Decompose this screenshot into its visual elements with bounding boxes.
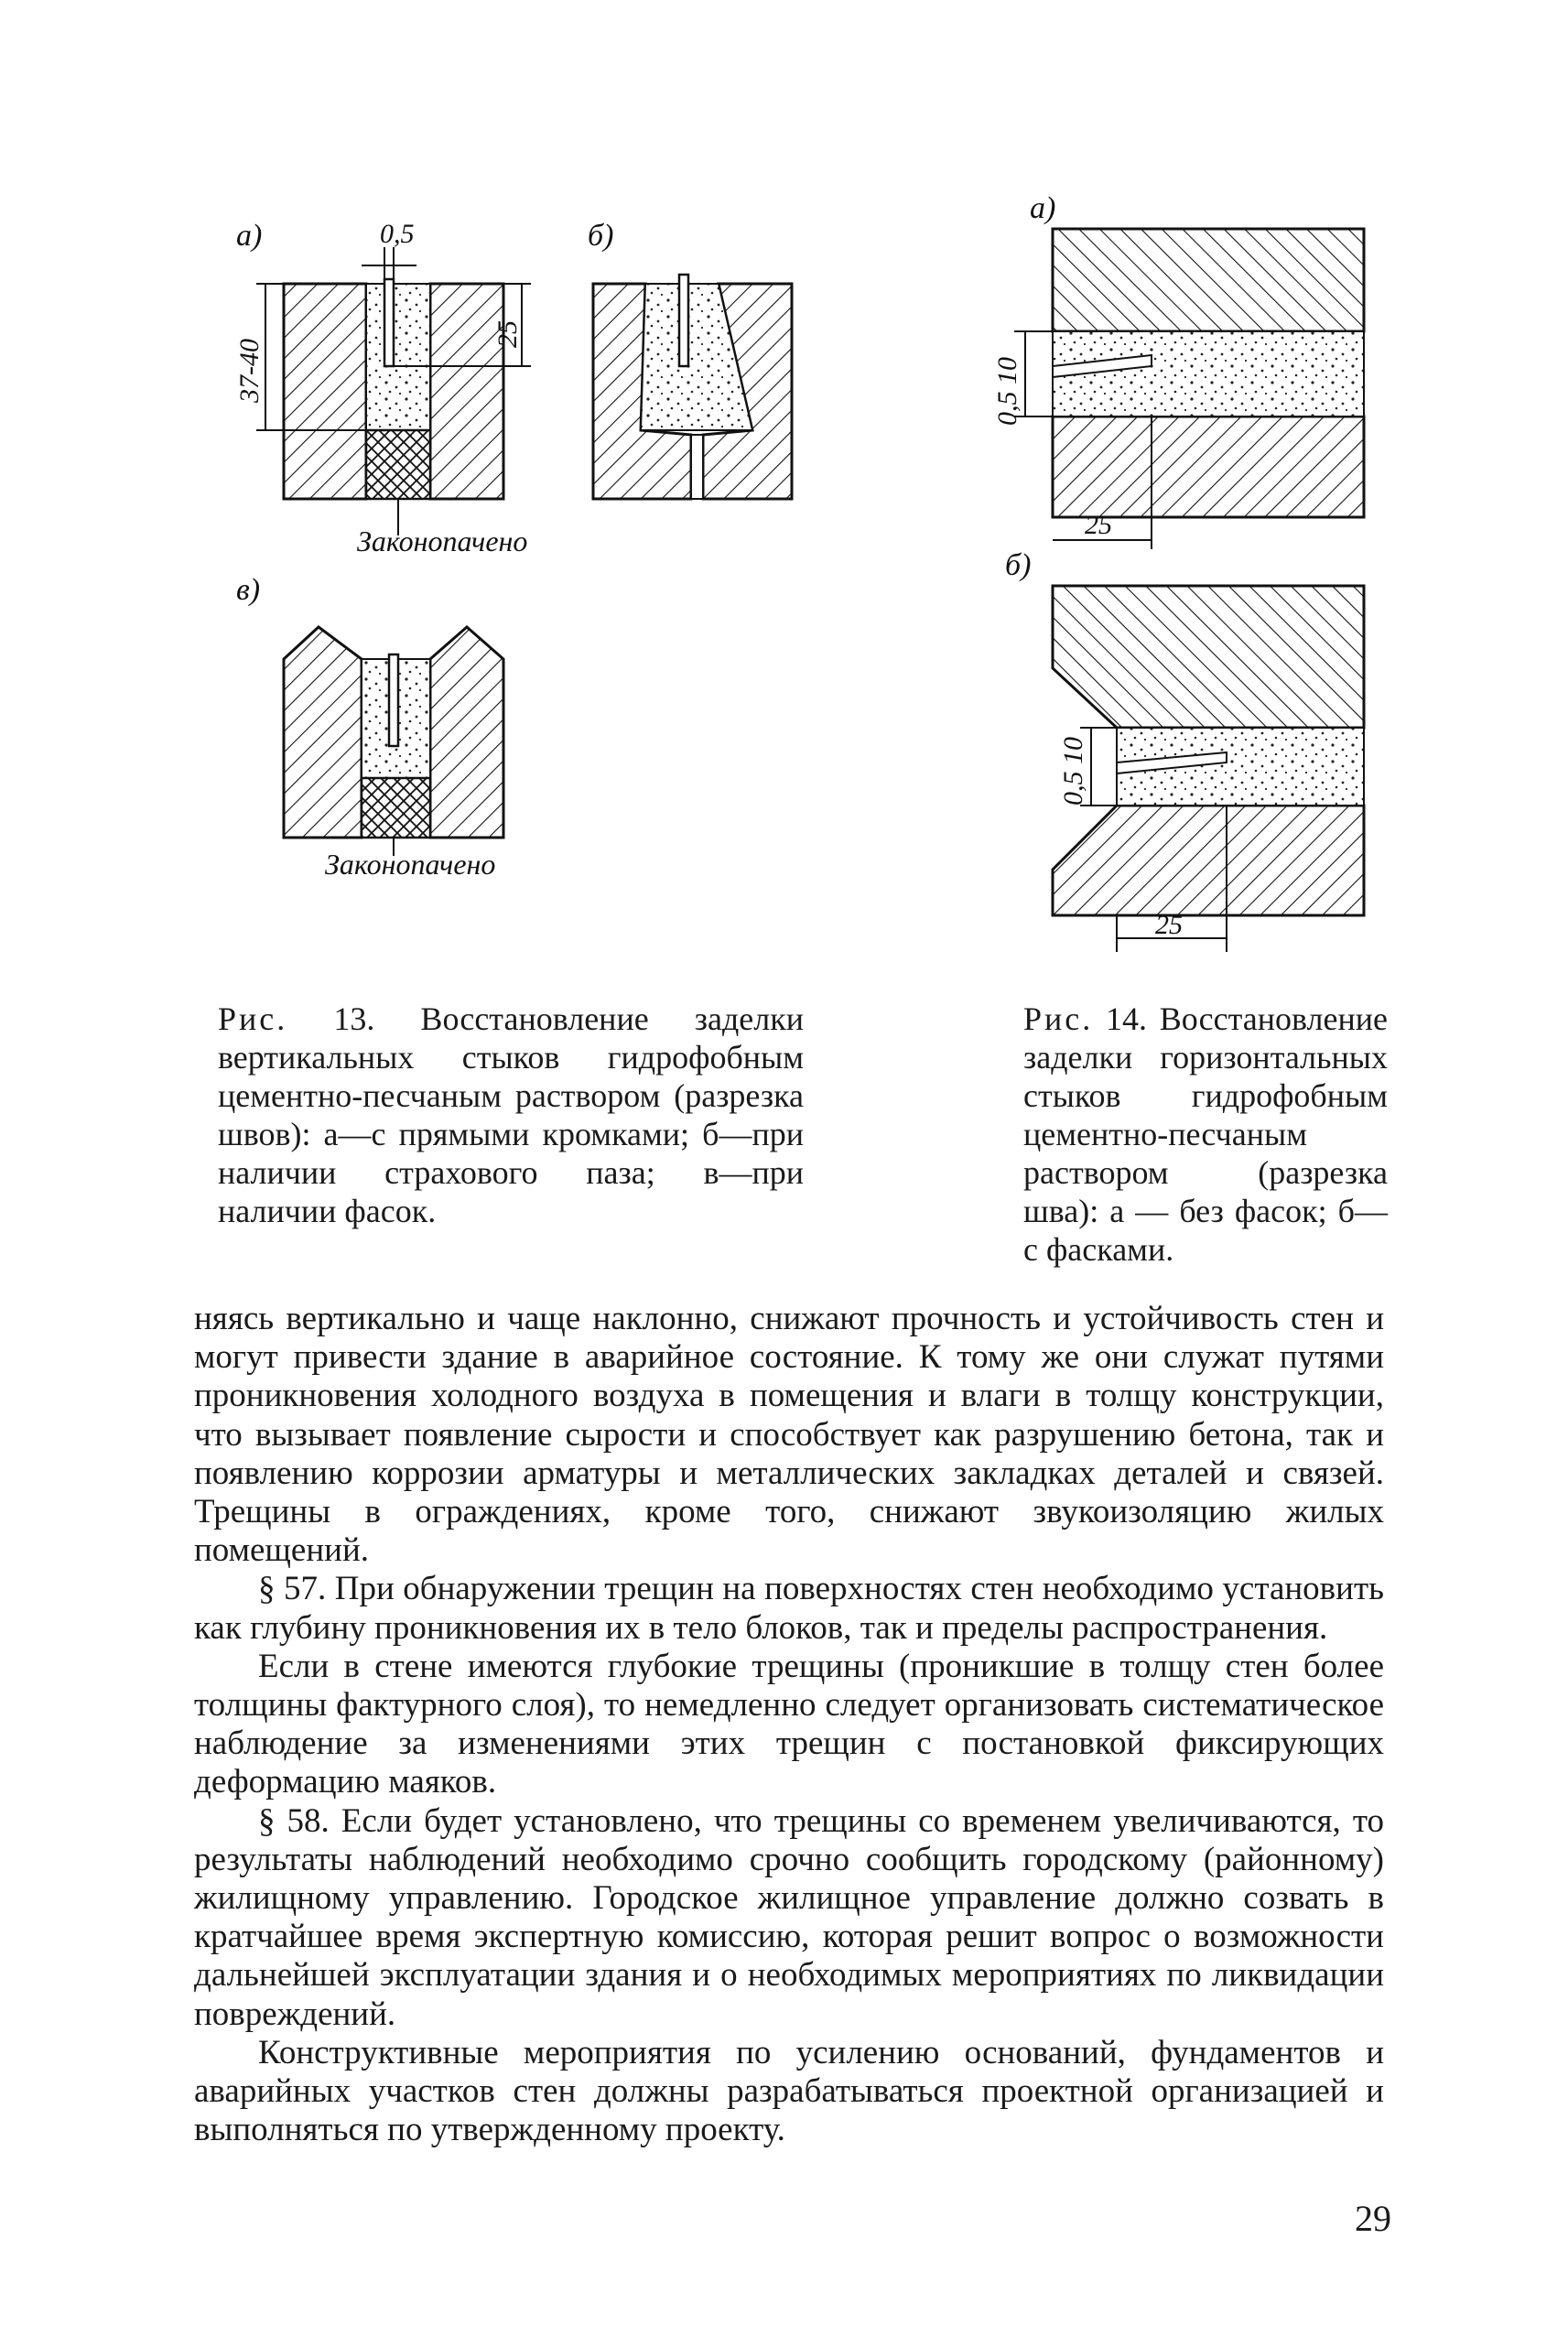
paragraph-3: Если в стене имеются глубокие трещины (проникшие в толщу стен более толщины фактурного слоя), то немедленно следует организовать систематическое наблюдение за изменениями этих трещин с постановкой фиксирующих деформацию маяков. — [194, 1647, 1384, 1801]
fig13-b-drawing — [588, 219, 792, 499]
paragraph-2: § 57. При обнаружении трещин на поверхностях стен необходимо установить как глубину проникновения их в тело блоков, так и пределы распространения. — [194, 1570, 1384, 1647]
fig14-b-dim-vertical: 0,5 10 — [1058, 737, 1088, 806]
fig14-a-dim-width: 25 — [1085, 510, 1112, 540]
fig13-v-drawing — [236, 573, 503, 881]
fig14-a-drawing — [992, 191, 1364, 549]
fig14-label-b: б) — [1005, 548, 1032, 582]
caption-13-text: 13. Восстановление заделки вертикальных стыков гидрофобным цементно-песчаным раствором (разрезка швов): а—с прямыми кромками; б—при наличии страхового паза; в—при наличии фасок. — [218, 1000, 804, 1229]
fig14-b-drawing — [1005, 548, 1364, 952]
fig13-dim-gap: 0,5 — [380, 219, 415, 249]
fig13-dim-height: 37-40 — [234, 339, 265, 403]
caption-14-text: 14. Восстановление заделки горизонтальных стыков гидрофобным цементно-песчаным раствором (разрезка шва): а — без фасок; б—с фасками. — [1023, 1000, 1388, 1268]
fig13-caulked-v: Законопачено — [325, 848, 496, 881]
fig13-caulked-a: Законопачено — [357, 524, 528, 557]
paragraph-1: няясь вертикально и чаще наклонно, снижают прочность и устойчивость стен и могут привести здание в аварийное состояние. К тому же они служат путями проникновения холодного воздуха в помещения и влаги в толщу конструкции, что вызывает появление сырости и способствует как разрушению бетона, так и появлению коррозии арматуры и металлических закладках деталей и связей. Трещины в ограждениях, кроме того, снижают звукоизоляцию жилых помещений. — [194, 1300, 1384, 1570]
figure-13-caption — [218, 1000, 804, 1230]
fig13-label-a: а) — [236, 219, 263, 253]
fig14-label-a: а) — [1030, 191, 1056, 225]
fig14-a-dim-vertical: 0,5 10 — [992, 357, 1022, 426]
paragraph-4: § 58. Если будет установлено, что трещины со временем увеличиваются, то результаты наблюдений необходимо срочно сообщить городскому (районному) жилищному управлению. Городское жилищное управление должно созвать в кратчайшее время экспертную комиссию, которая решит вопрос о возможности дальнейшей эксплуатации здания и о необходимых мероприятиях по ликвидации повреждений. — [194, 1801, 1384, 2033]
fig13-label-b: б) — [588, 219, 614, 253]
caption-13-lead: Рис. — [218, 1000, 288, 1037]
fig13-label-v: в) — [236, 573, 261, 607]
fig13-dim-depth: 25 — [492, 320, 523, 348]
paragraph-5: Конструктивные мероприятия по усилению оснований, фундаментов и аварийных участков стен должны разрабатываться проектной организацией и выполняться по утвержденному проекту. — [194, 2033, 1384, 2149]
main-body-text — [194, 1300, 1384, 2149]
fig13-a-drawing — [234, 219, 531, 557]
caption-14-lead: Рис. — [1023, 1000, 1094, 1037]
fig14-b-dim-width: 25 — [1155, 910, 1183, 940]
figures-illustration — [0, 0, 1568, 1007]
page-number: 29 — [1355, 2198, 1391, 2239]
figure-14-caption — [1023, 1000, 1388, 1269]
